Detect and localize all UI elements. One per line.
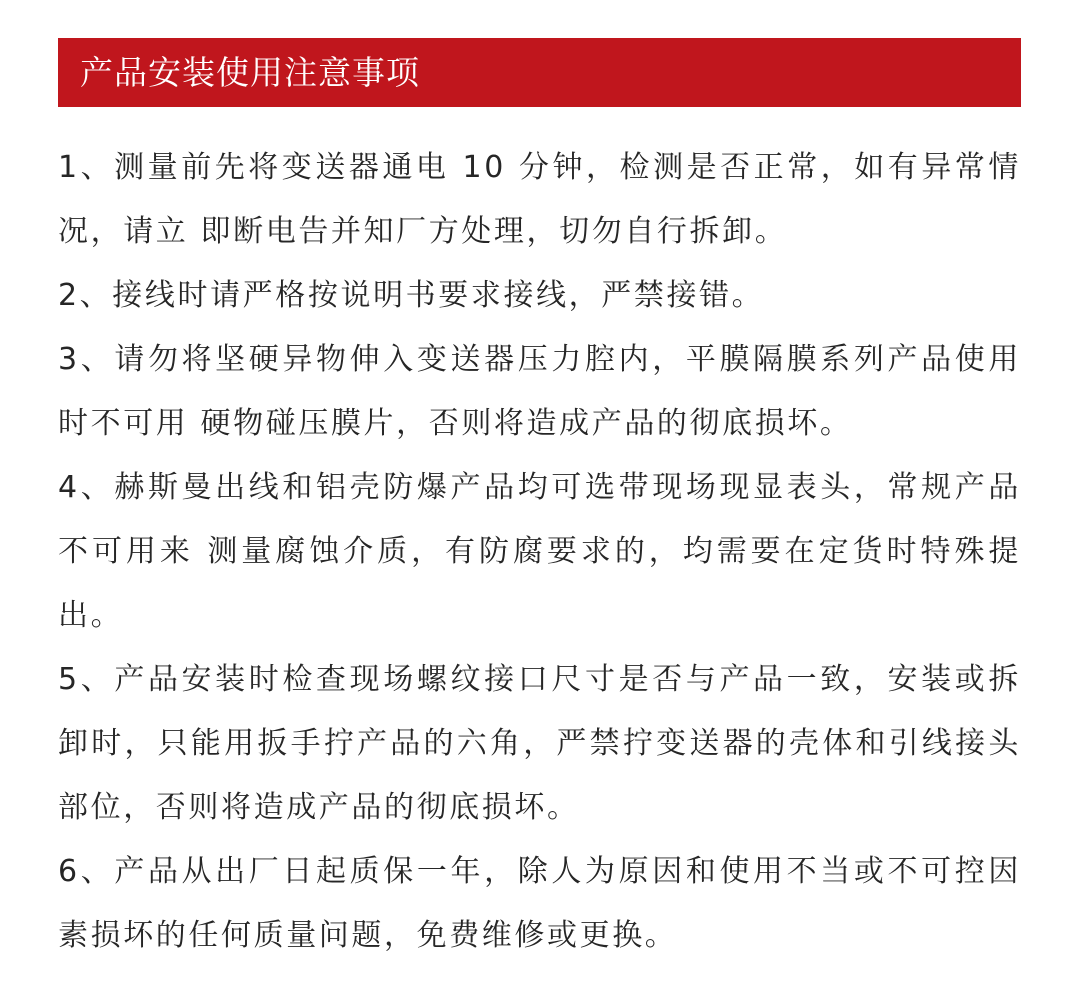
precaution-item-4: 4、赫斯曼出线和铝壳防爆产品均可选带现场现显表头，常规产品不可用来 测量腐蚀介质，有防腐要求的，均需要在定货时特殊提出。 [58,470,1021,633]
precaution-item-2: 2、接线时请严格按说明书要求接线，严禁接错。 [58,278,765,313]
precautions-list [58,136,1021,968]
precaution-item-3: 3、请勿将坚硬异物伸入变送器压力腔内，平膜隔膜系列产品使用时不可用 硬物碰压膜片，否则将造成产品的彻底损坏。 [58,342,1021,441]
section-header-bar [58,38,1021,107]
precaution-item-1: 1、测量前先将变送器通电 10 分钟，检测是否正常，如有异常情况，请立 即断电告并知厂方处理，切勿自行拆卸。 [58,150,1021,249]
precaution-item-6: 6、产品从出厂日起质保一年，除人为原因和使用不当或不可控因素损坏的任何质量问题，免费维修或更换。 [58,854,1021,953]
precaution-item-5: 5、产品安装时检查现场螺纹接口尺寸是否与产品一致，安装或拆卸时，只能用扳手拧产品的六角，严禁拧变送器的壳体和引线接头部位，否则将造成产品的彻底损坏。 [58,662,1021,825]
section-title: 产品安装使用注意事项 [80,53,420,92]
